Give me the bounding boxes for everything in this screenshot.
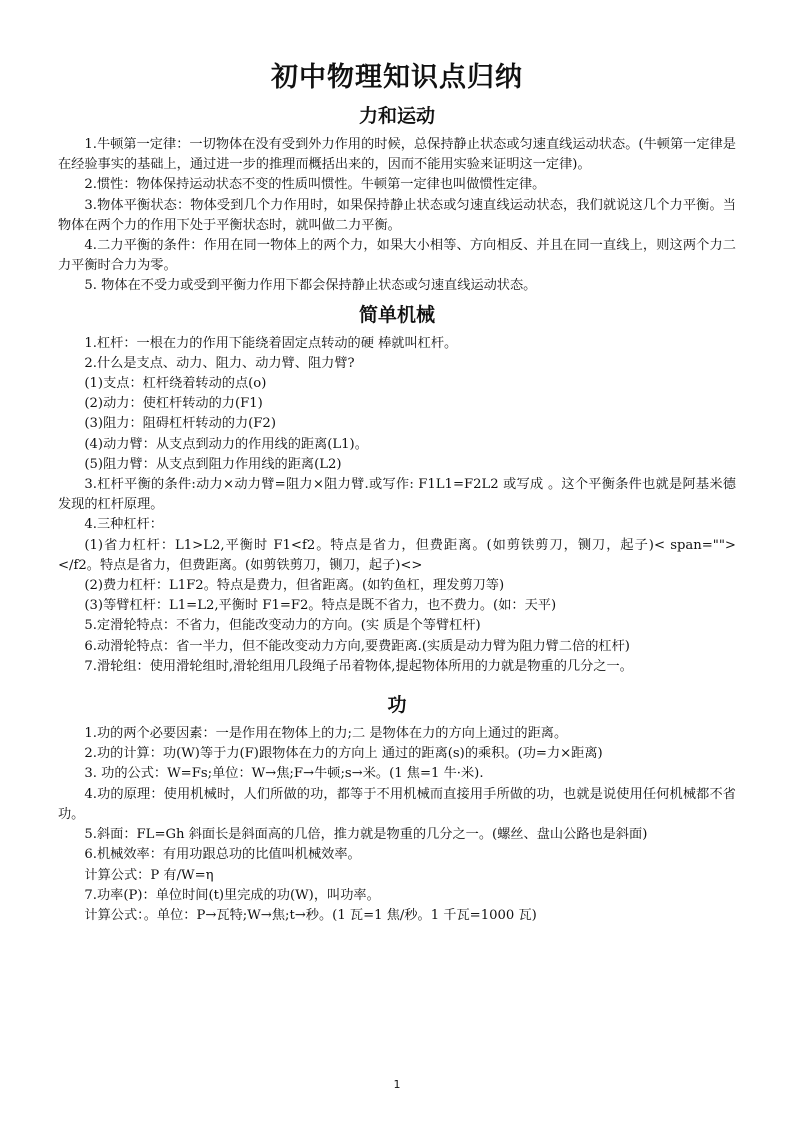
paragraph: (1)支点：杠杆绕着转动的点(o): [84, 376, 267, 392]
document-title: 初中物理知识点归纳: [271, 62, 523, 93]
paragraph: 7.功率(P)：单位时间(t)里完成的功(W)，叫功率。: [84, 887, 380, 903]
paragraph: (3)阻力：阻碍杠杆转动的力(F2): [84, 416, 276, 432]
paragraph: 4.二力平衡的条件：作用在同一物体上的两个力，如果大小相等、方向相反、并且在同一直线上，则这两个力二力平衡时合力为零。: [58, 238, 736, 274]
paragraph: 4.功的原理：使用机械时，人们所做的功，都等于不用机械而直接用手所做的功，也就是说使用任何机械都不省功。: [58, 786, 736, 822]
paragraph: 1.杠杆：一根在力的作用下能绕着固定点转动的硬 棒就叫杠杆。: [84, 335, 458, 351]
paragraph: 6.动滑轮特点：省一半力，但不能改变动力方向,要费距离.(实质是动力臂为阻力臂二倍的杠杆): [84, 638, 630, 654]
paragraph: 5.定滑轮特点：不省力，但能改变动力的方向。(实 质是个等臂杠杆): [84, 618, 481, 634]
paragraph: 3.物体平衡状态：物体受到几个力作用时，如果保持静止状态或匀速直线运动状态，我们就说这几个力平衡。当物体在两个力的作用下处于平衡状态时，就叫做二力平衡。: [58, 197, 736, 233]
paragraph: 3. 功的公式：W=Fs;单位：W→焦;F→牛顿;s→米。(1 焦=1 牛·米).: [84, 766, 484, 782]
paragraph: (3)等臂杠杆：L1=L2,平衡时 F1=F2。特点是既不省力，也不费力。(如：天平): [84, 598, 557, 614]
paragraph: 4.三种杠杆：: [84, 517, 163, 533]
spacer: [58, 677, 736, 687]
page-number: 1: [393, 1078, 401, 1091]
document-page: [58, 60, 736, 926]
section-force-motion: [58, 103, 736, 297]
paragraph: 计算公式：P 有/W=η: [84, 867, 214, 883]
paragraph: 1.牛顿第一定律：一切物体在没有受到外力作用的时候，总保持静止状态或匀速直线运动状态。(牛顿第一定律是在经验事实的基础上，通过进一步的推理而概括出来的，因而不能用实验来证明这一定律)。: [58, 137, 736, 173]
section-heading: 功: [387, 694, 407, 717]
section-simple-machines: [58, 302, 736, 677]
section-work: [58, 692, 736, 926]
section-heading: 力和运动: [358, 105, 435, 127]
paragraph: 2.功的计算：功(W)等于力(F)跟物体在力的方向上 通过的距离(s)的乘积。(功=力×距离): [84, 746, 603, 762]
section-heading: 简单机械: [358, 303, 435, 326]
paragraph: 2.惯性：物体保持运动状态不变的性质叫惯性。牛顿第一定律也叫做惯性定律。: [84, 177, 546, 193]
paragraph: 1.功的两个必要因素：一是作用在物体上的力;二 是物体在力的方向上通过的距离。: [84, 726, 568, 742]
paragraph: 计算公式：。单位：P→瓦特;W→焦;t→秒。(1 瓦=1 焦/秒。1 千瓦=1000 瓦): [84, 907, 537, 923]
paragraph: 3.杠杆平衡的条件:动力×动力臂=阻力×阻力臂.或写作: F1L1=F2L2 或写成 。这个平衡条件也就是阿基米德发现的杠杆原理。: [58, 477, 736, 513]
paragraph: 7.滑轮组：使用滑轮组时,滑轮组用几段绳子吊着物体,提起物体所用的力就是物重的几分之一。: [84, 658, 633, 674]
paragraph: 6.机械效率：有用功跟总功的比值叫机械效率。: [84, 847, 361, 863]
paragraph: 2.什么是支点、动力、阻力、动力臂、阻力臂?: [84, 355, 355, 371]
paragraph: (5)阻力臂：从支点到阻力作用线的距离(L2): [84, 456, 342, 472]
paragraph: 5.斜面：FL=Gh 斜面长是斜面高的几倍，推力就是物重的几分之一。(螺丝、盘山公路也是斜面): [84, 827, 648, 843]
paragraph: (1)省力杠杆：L1>L2,平衡时 F1<f2。特点是省力，但费距离。(如剪铁剪刀，铡刀，起子)< span=""></f2。特点是省力，但费距离。(如剪铁剪刀，铡刀，起子)<>: [58, 537, 736, 573]
paragraph: 5. 物体在不受力或受到平衡力作用下都会保持静止状态或匀速直线运动状态。: [84, 278, 537, 294]
paragraph: (2)费力杠杆：L1F2。特点是费力，但省距离。(如钓鱼杠，理发剪刀等): [84, 578, 505, 594]
paragraph: (4)动力臂：从支点到动力的作用线的距离(L1)。: [84, 436, 368, 452]
paragraph: (2)动力：使杠杆转动的力(F1): [84, 396, 263, 412]
